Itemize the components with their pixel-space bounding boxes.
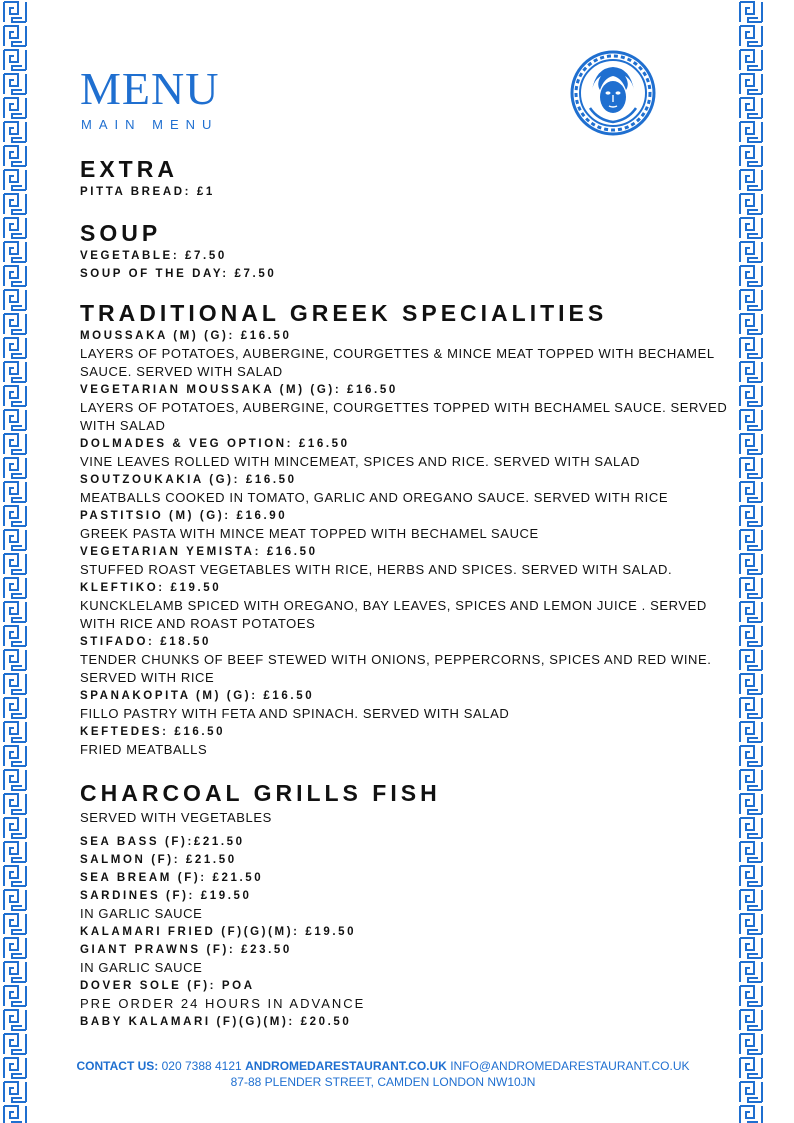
medusa-logo-icon <box>570 50 656 136</box>
menu-item-name: DOVER SOLE (F): POA <box>80 980 255 992</box>
menu-item-description: FRIED MEATBALLS <box>80 742 208 757</box>
section-title: TRADITIONAL GREEK SPECIALITIES <box>80 300 608 326</box>
phone-link[interactable]: 020 7388 4121 <box>161 1059 242 1073</box>
menu-item-description: VINE LEAVES ROLLED WITH MINCEMEAT, SPICES AND RICE. SERVED WITH SALAD <box>80 454 641 469</box>
menu-item-name: SEA BASS (F):£21.50 <box>80 836 245 848</box>
menu-item-name: GIANT PRAWNS (F): £23.50 <box>80 944 292 956</box>
section-title: SOUP <box>80 220 162 246</box>
email-link[interactable]: INFO@ANDROMEDARESTAURANT.CO.UK <box>450 1059 690 1073</box>
menu-subtitle: MAIN MENU <box>81 117 219 132</box>
menu-item-name: KEFTEDES: £16.50 <box>80 726 226 738</box>
menu-item: SOUP OF THE DAY: £7.50 <box>80 268 277 280</box>
section-subtitle: SERVED WITH VEGETABLES <box>80 810 272 825</box>
menu-item-description: LAYERS OF POTATOES, AUBERGINE, COURGETTES & MINCE MEAT TOPPED WITH BECHAMEL SAUCE. SERVED WITH SALAD <box>80 346 715 379</box>
menu-item-name: SPANAKOPITA (M) (G): £16.50 <box>80 690 315 702</box>
footer <box>30 1058 736 1090</box>
section-greek <box>80 299 735 759</box>
menu-item-name: PASTITSIO (M) (G): £16.90 <box>80 510 288 522</box>
footer-address: 87-88 PLENDER STREET, CAMDEN LONDON NW10JN <box>230 1075 536 1089</box>
menu-item-description: MEATBALLS COOKED IN TOMATO, GARLIC AND OREGANO SAUCE. SERVED WITH RICE <box>80 490 669 505</box>
menu-item-description: FILLO PASTRY WITH FETA AND SPINACH. SERVED WITH SALAD <box>80 706 510 721</box>
greek-key-border-left <box>0 0 30 1123</box>
greek-key-border-right <box>736 0 766 1123</box>
menu-item-name: SEA BREAM (F): £21.50 <box>80 872 264 884</box>
menu-item-name: KALAMARI FRIED (F)(G)(M): £19.50 <box>80 926 357 938</box>
section-grills <box>80 779 735 1031</box>
menu-item-name: SARDINES (F): £19.50 <box>80 890 252 902</box>
menu-item-name: MOUSSAKA (M) (G): £16.50 <box>80 330 292 342</box>
menu-item-description: STUFFED ROAST VEGETABLES WITH RICE, HERBS AND SPICES. SERVED WITH SALAD. <box>80 562 673 577</box>
menu-content <box>80 155 735 1045</box>
menu-item: VEGETABLE: £7.50 <box>80 250 227 262</box>
menu-item-description: TENDER CHUNKS OF BEEF STEWED WITH ONIONS, PEPPERCORNS, SPICES AND RED WINE. SERVED WITH RICE <box>80 652 712 685</box>
contact-label: CONTACT US: <box>76 1059 159 1073</box>
menu-item-name: VEGETARIAN YEMISTA: £16.50 <box>80 546 318 558</box>
menu-item: PITTA BREAD: £1 <box>80 186 215 198</box>
menu-item-description: IN GARLIC SAUCE <box>80 960 203 975</box>
menu-item-description: IN GARLIC SAUCE <box>80 906 203 921</box>
menu-item-name: STIFADO: £18.50 <box>80 636 212 648</box>
section-title: CHARCOAL GRILLS FISH <box>80 780 441 806</box>
section-soup <box>80 219 735 283</box>
website-link[interactable]: ANDROMEDARESTAURANT.CO.UK <box>245 1059 447 1073</box>
menu-item-name: VEGETARIAN MOUSSAKA (M) (G): £16.50 <box>80 384 398 396</box>
menu-item-name: SOUTZOUKAKIA (G): £16.50 <box>80 474 297 486</box>
menu-title: MENU <box>80 63 220 114</box>
menu-item-name: KLEFTIKO: £19.50 <box>80 582 222 594</box>
menu-item-name: DOLMADES & VEG OPTION: £16.50 <box>80 438 350 450</box>
menu-item-description: KUNCKLELAMB SPICED WITH OREGANO, BAY LEAVES, SPICES AND LEMON JUICE . SERVED WITH RICE AND ROAST POTATOES <box>80 598 707 631</box>
section-title: EXTRA <box>80 156 178 182</box>
footer-contact-line <box>30 1058 736 1074</box>
menu-item-name: BABY KALAMARI (F)(G)(M): £20.50 <box>80 1016 352 1028</box>
section-extra <box>80 155 735 201</box>
menu-item-note: PRE ORDER 24 HOURS IN ADVANCE <box>80 996 366 1011</box>
menu-item-name: SALMON (F): £21.50 <box>80 854 237 866</box>
menu-item-description: LAYERS OF POTATOES, AUBERGINE, COURGETTES TOPPED WITH BECHAMEL SAUCE. SERVED WITH SALAD <box>80 400 728 433</box>
menu-item-description: GREEK PASTA WITH MINCE MEAT TOPPED WITH BECHAMEL SAUCE <box>80 526 539 541</box>
